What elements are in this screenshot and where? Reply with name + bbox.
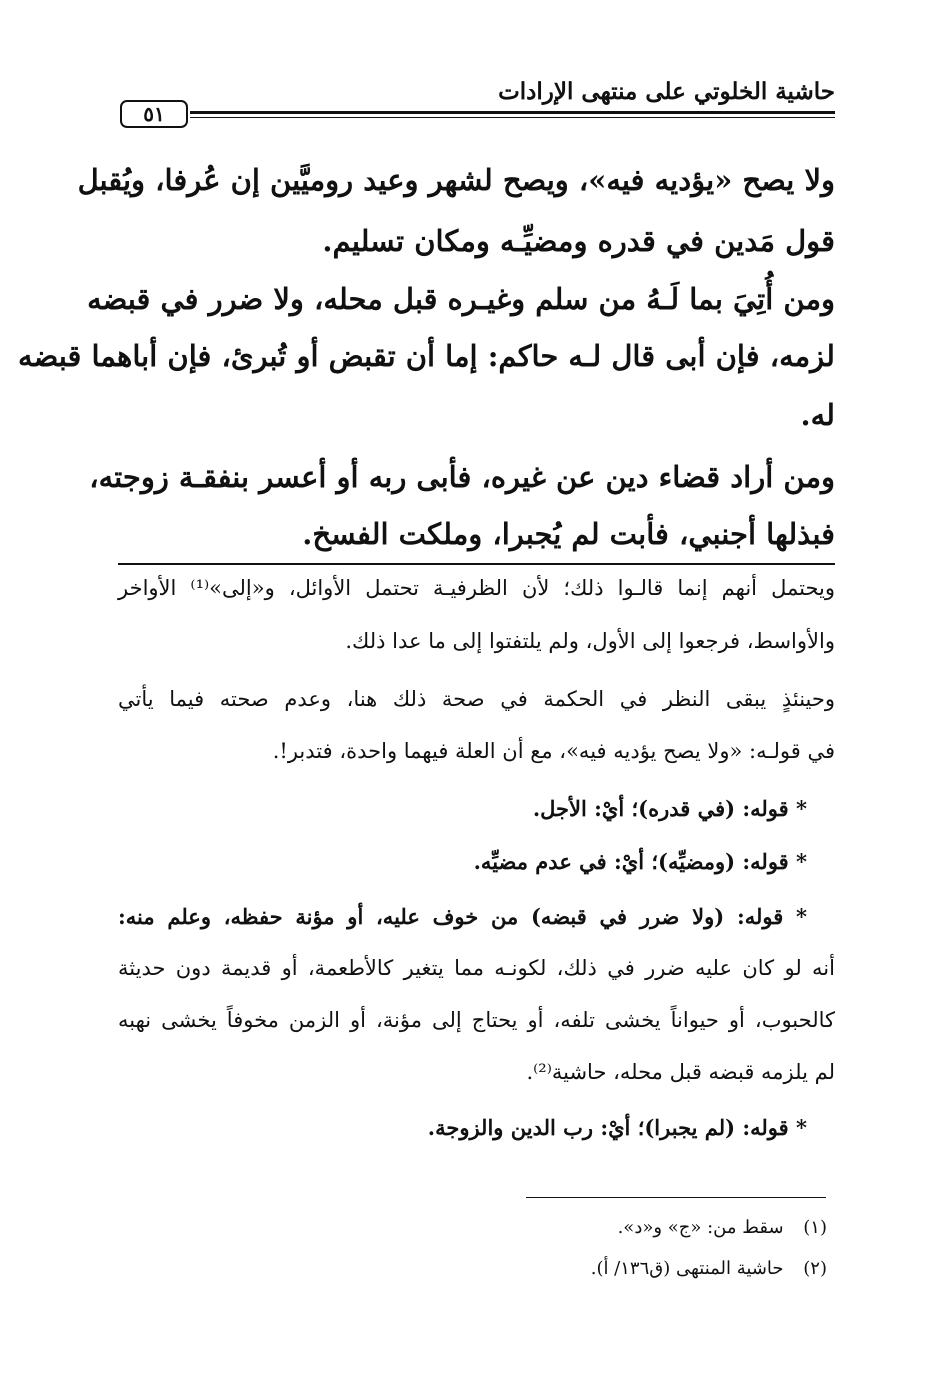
main-text-line: له.: [800, 398, 835, 432]
page-number-box: [120, 100, 188, 128]
main-text-line: فبذلها أجنبي، فأبت لم يُجبرا، وملكت الفسخ.: [302, 517, 835, 551]
commentary-line: وحينئذٍ يبقى النظر في الحكمة في صحة ذلك هنا، وعدم صحته فيما يأتي: [118, 687, 835, 711]
commentary-gloss: * قوله: (ولا ضرر في قبضه) من خوف عليه، أو مؤنة حفظه، وعلم منه:: [118, 904, 807, 929]
footnote-text: حاشية المنتهى (ق١٣٦/ أ).: [590, 1258, 784, 1279]
footnote-1: [618, 1217, 827, 1238]
commentary-gloss: * قوله: (في قدره)؛ أيْ: الأجل.: [532, 796, 807, 821]
commentary-line: ويحتمل أنهم إنما قالـوا ذلك؛ لأن الظرفيـة تحتمل الأوائل، و«إلى»⁽¹⁾ الأواخر: [118, 576, 835, 600]
header-rule-thick: [190, 111, 835, 114]
main-text-line: قول مَدين في قدره ومضيِّـه ومكان تسليم.: [322, 224, 835, 258]
commentary-line: في قولـه: «ولا يصح يؤديه فيه»، مع أن العلة فيهما واحدة، فتدبر!.: [272, 739, 835, 763]
footnote-number: (١): [803, 1217, 827, 1238]
header-rule-thin: [190, 117, 835, 118]
running-header-title: حاشية الخلوتي على منتهى الإرادات: [498, 78, 835, 105]
footnote-text: سقط من: «ج» و«د».: [617, 1217, 784, 1238]
main-text-line: ومن أراد قضاء دين عن غيره، فأبى ربه أو أعسر بنفقـة زوجته،: [89, 460, 835, 494]
main-text-line: لزمه، فإن أبى قال لـه حاكم: إما أن تقبض أو تُبرئ، فإن أباهما قبضه: [18, 339, 835, 373]
text-separator: [118, 563, 835, 565]
commentary-line: أنه لو كان عليه ضرر في ذلك، لكونـه مما يتغير كالأطعمة، أو قديمة دون حديثة: [118, 956, 835, 980]
commentary-gloss: * قوله: (ومضيِّه)؛ أيْ: في عدم مضيِّه.: [473, 849, 807, 874]
commentary-line: كالحبوب، أو حيواناً يخشى تلفه، أو يحتاج إلى مؤنة، أو الزمن مخوفاً يخشى نهبه: [118, 1008, 835, 1032]
footnote-number: (٢): [803, 1258, 827, 1279]
main-text-line: ولا يصح «يؤديه فيه»، ويصح لشهر وعيد روميَّين إن عُرفا، ويُقبل: [77, 163, 835, 197]
commentary-line: والأواسط، فرجعوا إلى الأول، ولم يلتفتوا إلى ما عدا ذلك.: [345, 629, 835, 653]
main-text-line: ومن أُتِيَ بما لَـهُ من سلم وغيـره قبل محله، ولا ضرر في قبضه: [87, 282, 835, 316]
commentary-line: لم يلزمه قبضه قبل محله، حاشية⁽²⁾.: [526, 1060, 835, 1084]
footnote-2: [591, 1258, 827, 1279]
commentary-gloss: * قوله: (لم يجبرا)؛ أيْ: رب الدين والزوجة.: [427, 1115, 807, 1140]
footnote-separator: [526, 1197, 826, 1198]
page-number: ٥١: [143, 102, 165, 126]
